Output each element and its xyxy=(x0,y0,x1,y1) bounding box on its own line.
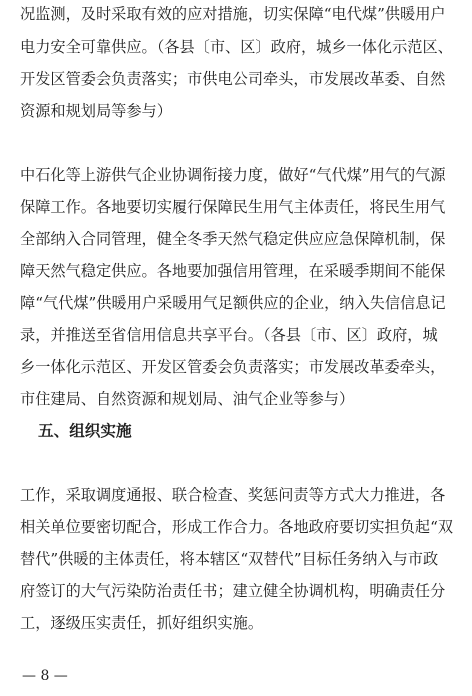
paragraph-line: 府签订的大气污染防治责任书；建立健全协调机构，明确责任分 xyxy=(20,582,446,600)
paragraph-line: 录，并推送至省信用信息共享平台。（各县〔市、区〕政府，城 xyxy=(20,326,438,344)
paragraph-line: 况监测，及时采取有效的应对措施，切实保障“电代煤”供暖用户 xyxy=(20,5,446,23)
paragraph-line: 资源和规划局等参与） xyxy=(20,102,172,120)
paragraph-line: 中石化等上游供气企业协调衔接力度，做好“气代煤”用气的气源 xyxy=(20,166,446,184)
paragraph-line: 市住建局、自然资源和规划局、油气企业等参与） xyxy=(20,390,355,408)
section-heading: 五、组织实施 xyxy=(38,422,132,440)
paragraph-line: 替代”供暖的主体责任，将本辖区“双替代”目标任务纳入与市政 xyxy=(20,550,439,568)
paragraph-line: 工，逐级压实责任，抓好组织实施。 xyxy=(20,614,263,632)
paragraph-line: 保障工作。各地要切实履行保障民生用气主体责任，将民生用气 xyxy=(20,198,446,216)
paragraph-line: 工作，采取调度通报、联合检查、奖惩问责等方式大力推进，各 xyxy=(20,486,446,504)
paragraph-line: 相关单位要密切配合，形成工作合力。各地政府要切实担负起“双 xyxy=(20,518,454,536)
paragraph-line: 全部纳入合同管理，健全冬季天然气稳定供应应急保障机制，保 xyxy=(20,230,446,248)
paragraph-line: 电力安全可靠供应。（各县〔市、区〕政府，城乡一体化示范区、 xyxy=(20,38,453,56)
paragraph-line: 乡一体化示范区、开发区管委会负责落实；市发展改革委牵头， xyxy=(20,358,446,376)
paragraph-first-line xyxy=(38,131,472,155)
page-number: — 8 — xyxy=(22,668,68,684)
paragraph-line: 开发区管委会负责落实；市供电公司牵头，市发展改革委、自然 xyxy=(20,70,446,88)
paragraph-line: 障天然气稳定供应。各地要加强信用管理，在采暖季期间不能保 xyxy=(20,262,446,280)
paragraph-first-line xyxy=(38,451,472,475)
paragraph-line: 障“气代煤”供暖用户采暖用气足额供应的企业，纳入失信信息记 xyxy=(20,294,446,312)
